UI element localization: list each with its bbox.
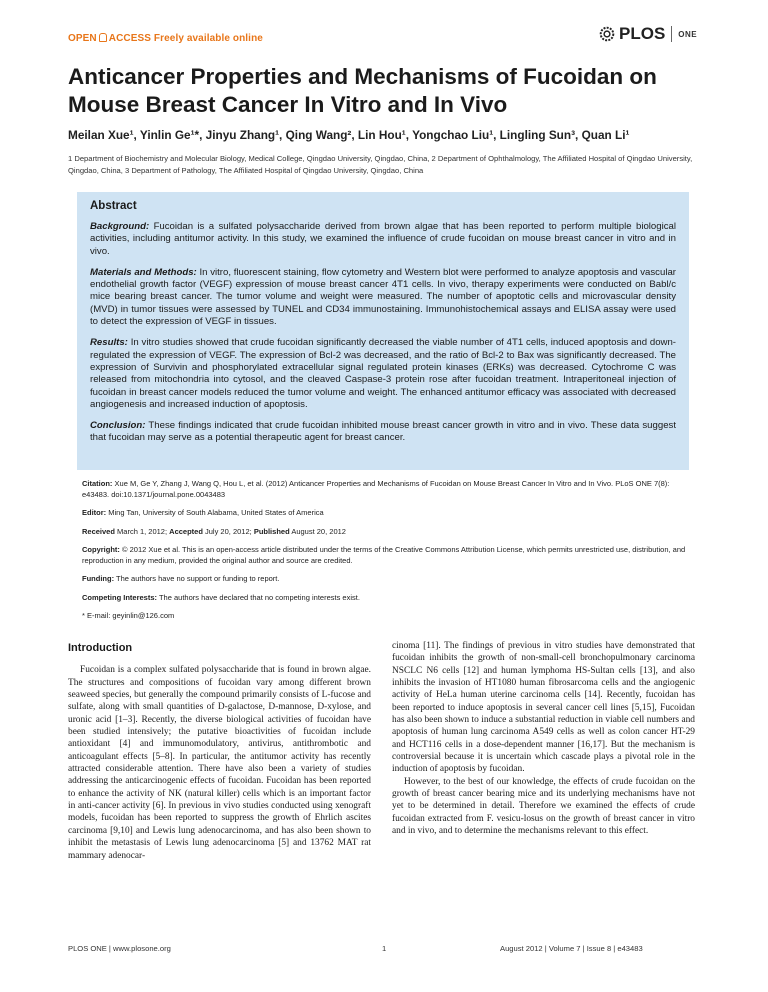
conclusion-label: Conclusion: (90, 420, 146, 432)
introduction-heading: Introduction (68, 642, 133, 654)
funding-label: Funding: (82, 574, 115, 583)
received-label: Received (82, 526, 115, 536)
plos-one-logo (598, 24, 697, 44)
intro-paragraph-2: cinoma [11]. The findings of previous in vitro studies have demonstrated that fucoidan inhibits the growth of non-small-cell bronchopulmonary carcinoma NSCLC N6 cells [12] and human lymphoma HS-Sultan cells [13], and also inhibits the invasion of HT1080 human fibrosarcoma cells and the angiogenic activity of HeLa human uterine carcinoma cells [14]. Recently, fucoidan has been reported to induce apoptosis in several cancer cell lines [5,15], Fucoidan has also been shown to induce a substantial reduction in viable cell numbers and apoptosis of human lung carcinoma A549 cells as well as colon cancer HT-29 and HCT116 cells in a dose-dependent manner [16,17]. But the mechanism is controversial because it is uncertain which cascade plays a pivotal role in the induction of apoptosis by fucoidan. (392, 641, 695, 775)
funding-text: The authors have no support or funding to report. (116, 574, 280, 583)
author-list: Meilan Xue¹, Yinlin Ge¹*, Jinyu Zhang¹, Qing Wang², Lin Hou¹, Yongchao Liu¹, Lingling Sun³, Quan Li¹ (68, 128, 630, 142)
methods-label: Materials and Methods: (90, 266, 197, 278)
accepted-label: Accepted (169, 526, 203, 536)
published-date: August 20, 2012 (291, 526, 346, 536)
results-label: Results: (90, 337, 128, 349)
abstract-methods (90, 267, 676, 328)
journal-subname: ONE (678, 29, 698, 39)
body-column-right (392, 640, 695, 838)
funding (82, 574, 688, 585)
competing-interests (82, 593, 688, 604)
citation-label: Citation: (82, 479, 113, 488)
logo-divider (671, 26, 672, 42)
copyright (82, 545, 688, 566)
lock-icon (99, 33, 107, 42)
footer-journal: PLOS ONE | www.plosone.org (68, 944, 171, 953)
abstract-conclusion (90, 420, 676, 445)
dates (82, 527, 688, 538)
abstract-background (90, 221, 676, 258)
freely-available-label: Freely available online (153, 33, 263, 44)
copyright-label: Copyright: (82, 545, 120, 554)
affiliations: 1 Department of Biochemistry and Molecular Biology, Medical College, Qingdao University, Qingdao, China, 2 Department of Ophthalmology, The Affiliated Hospital of Qingdao University, Qingdao, China, 3 Department of Pathology, The Affiliated Hospital of Qingdao University, Qingdao, China (68, 154, 693, 175)
journal-name: PLOS (619, 24, 666, 43)
open-label: OPEN (68, 33, 97, 44)
access-label: ACCESS (108, 33, 152, 44)
editor-text: Ming Tan, University of South Alabama, United States of America (108, 508, 324, 517)
article-metadata (82, 479, 688, 630)
intro-paragraph-3: However, to the best of our knowledge, the effects of crude fucoidan on the growth of breast cancer bearing mice and its underlying mechanisms have not yet to be determined in detail. Therefore we examined the effects of crude fucoidan extracted from F. vesicu-losus on the growth of breast cancer in vitro and in vivo, and to determine the mechanisms relevant to this effect. (392, 776, 695, 837)
editor (82, 508, 688, 519)
corresponding-email: * E-mail: geyinlin@126.com (82, 611, 175, 620)
competing-text: The authors have declared that no competing interests exist. (158, 592, 360, 602)
article-title: Anticancer Properties and Mechanisms of Fucoidan on Mouse Breast Cancer In Vitro and In Vivo (68, 64, 657, 117)
conclusion-text: These findings indicated that crude fucoidan inhibited mouse breast cancer growth in vitro and in vivo. These data suggest that fucoidan may serve as a potential therapeutic agent for breast cancer. (90, 420, 676, 444)
background-label: Background: (90, 221, 150, 232)
citation-text: Xue M, Ge Y, Zhang J, Wang Q, Hou L, et al. (2012) Anticancer Properties and Mechanisms of Fucoidan on Mouse Breast Cancer In Vitro and In Vivo. PLoS ONE 7(8): e43483. doi:10.1371/journal.pone.0043483 (82, 479, 670, 499)
results-text: In vitro studies showed that crude fucoidan significantly decreased the viable number of 4T1 cells, induced apoptosis and down-regulated the expression of VEGF. The expression of Bcl-2 was decreased, and the ratio of Bcl-2 to Bax was significantly decreased. The expression of Survivin and phosphorylated extracellular signal regulated protein kinases (ERKs) was decreased. Cytochrome C was released from mitochondria into cytosol, and the cleaved Caspase-3 protein rose after fucoidan treatment. Intraperitoneal injection of fucoidan in breast cancer models reduced the tumor volume and weight. The enhanced antitumor efficacy was associated with decreased angiogenesis and increased induction of apoptosis. (90, 337, 676, 410)
abstract-results (90, 337, 676, 411)
abstract-heading: Abstract (90, 200, 137, 212)
plos-gear-icon (598, 25, 616, 43)
published-label: Published (253, 526, 290, 536)
background-text: Fucoidan is a sulfated polysaccharide derived from brown algae that has been reported to perform multiple biological activities, including antitumor activity. In this study, we examined the influence of crude fucoidan on mouse breast cancer in vitro and in vivo. (90, 221, 676, 257)
editor-label: Editor: (82, 508, 107, 517)
methods-text: In vitro, fluorescent staining, flow cytometry and Western blot were performed to analyze apoptosis and vascular endothelial growth factor (VEGF) expression of mouse breast cancer 4T1 cells. In vivo, therapy experiments were conducted on Babl/c mice bearing breast cancer. The tumor volume and weight were measured. The number of apoptotic cells and microvascular density (MVD) in tumor tissues were assessed by TUNEL and CD34 immunostaining. Immunohistochemical assays and ELISA assay were used to detect the expression of VEGF in tissues. (90, 266, 676, 328)
copyright-text: © 2012 Xue et al. This is an open-access article distributed under the terms of the Creative Commons Attribution License, which permits unrestricted use, distribution, and reproduction in any medium, provided the original author and source are credited. (82, 545, 686, 565)
intro-paragraph-1: Fucoidan is a complex sulfated polysaccharide that is found in brown algae. The structures and compositions of fucoidan vary among different brown seaweed species, but generally the compound primarily consists of L-fucose and sulfate, along with small quantities of D-galactose, D-mannose, D-xylose, and uronic acid [1–3]. Recently, the diverse biological activities of fucoidan have been studied intensively; the putative bioactivities of fucoidan include antioxidant [4] and immunomodulatory, antivirus, antithrombotic and anticoagulant effects [5–8]. In particular, the antitumor activity has recently attracted considerable attention. There have also been a variety of studies addressing the anticarcinogenic effects of fucoidan. Fucoidan has been reported to enhance the activity of NK (natural killer) cells which is an important factor in anti-cancer activity [6]. In previous in vivo studies conducted using xenograft models, fucoidan has been reported to suppress the growth of Ehrlich ascites carcinoma [9,10] and Lewis lung adenocarcinoma, and has also been shown to inhibit the metastasis of Lewis lung adenocarcinoma [5] and 13762 MAT rat mammary adenocar- (68, 665, 371, 861)
footer-issue: August 2012 | Volume 7 | Issue 8 | e43483 (500, 944, 643, 953)
citation (82, 479, 688, 500)
body-column-left (68, 640, 371, 862)
accepted-date: July 20, 2012; (205, 526, 252, 536)
open-access-label (68, 33, 263, 44)
received-date: March 1, 2012; (117, 526, 168, 536)
abstract-box (77, 192, 689, 470)
footer-page-number: 1 (382, 944, 387, 953)
competing-label: Competing Interests: (82, 592, 158, 602)
